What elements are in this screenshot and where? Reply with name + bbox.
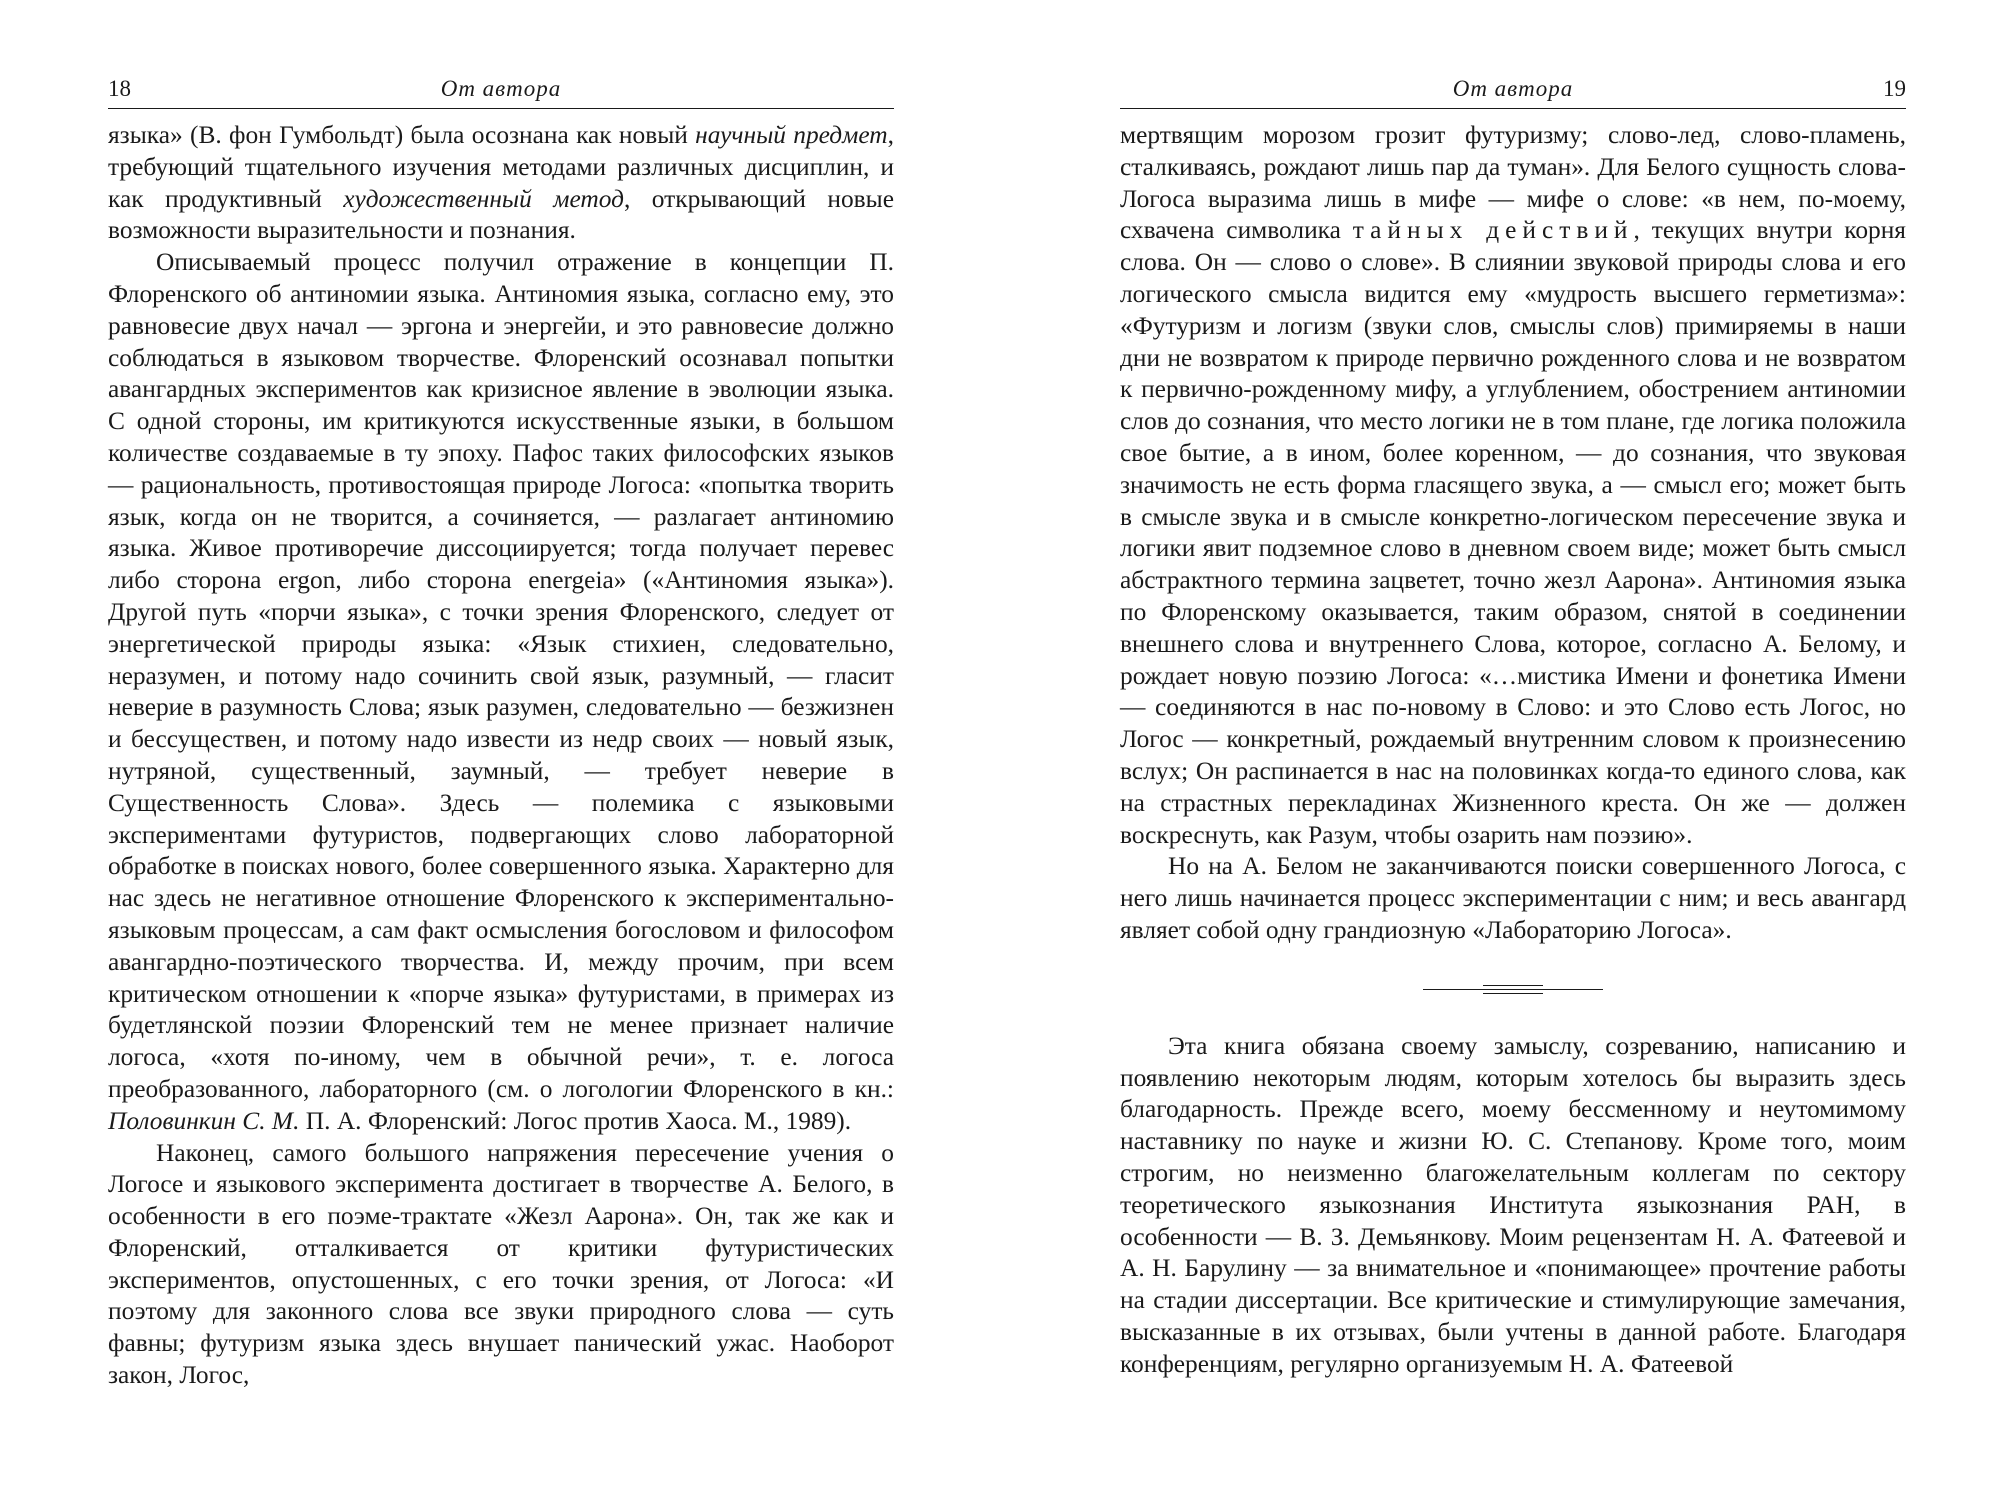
separator-line	[1483, 993, 1543, 994]
paragraph	[108, 120, 894, 247]
text-run: мертвящим морозом грозит футуризму; слово-лед, слово-пламень, сталкиваясь, рождают лишь пар да туман». Для Белого сущность слова-Логоса выразима лишь в мифе — мифе о слове: «в нем, по-моему, схвачена символика	[1120, 121, 1906, 245]
page-number: 18	[108, 76, 131, 101]
paragraph	[108, 1138, 894, 1392]
paragraph	[1120, 120, 1906, 851]
italic-text: научный предмет	[695, 121, 888, 149]
spaced-text: тайных действий	[1352, 216, 1634, 245]
page-header	[1120, 74, 1906, 109]
left-page	[108, 0, 894, 1500]
paragraph	[1120, 851, 1906, 946]
text-run: языка» (В. фон Гумбольдт) была осознана как новый	[108, 121, 696, 149]
text-run: Наконец, самого большого напряжения пересечение учения о Логосе и языкового эксперимента достигает в творчестве А. Белого, в особенности в его поэме-трактате «Жезл Аарона». Он, так же как и Флоренский, отталкивается от критики футуристических экспериментов, опустошенных, с его точки зрения, от Логоса: «И поэтому для законного слова все звуки природного слова — суть фавны; футуризм языка здесь внушает панический ужас. Наоборот закон, Логос,	[108, 1138, 894, 1390]
page-number: 19	[1883, 76, 1906, 101]
page-body	[1120, 120, 1906, 1380]
running-title: От автора	[1452, 76, 1574, 101]
text-run: , требующий тщательного изучения методами различных дисциплин, и как продуктивный	[108, 121, 894, 213]
section-separator	[1423, 981, 1603, 995]
italic-text: художественный метод	[343, 184, 624, 213]
italic-text: Половинкин С. М.	[108, 1106, 300, 1135]
text-run: Описываемый процесс получил отражение в концепции П. Флоренского об антиномии языка. Антиномия языка, согласно ему, это равновесие двух начал — эргона и энергейи, и это равновесие должно соблюдаться в языковом творчестве. Флоренский осознавал попытки авангардных экспериментов как кризисное явление в эволюции языка. С одной стороны, им критикуются искусственные языки, в большом количестве создаваемые в ту эпоху. Пафос таких философских языков — рациональность, противостоящая природе Логоса: «попытка творить язык, когда он не творится, а сочиняется, — разлагает антиномию языка. Живое противоречие диссоциируется; тогда получает перевес либо сторона ergon, либо сторона energeia» («Антиномия языка»). Другой путь «порчи языка», с точки зрения Флоренского, следует от энергетической природы языка: «Язык стихиен, следовательно, неразумен, и потому надо сочинить свой язык, разумный, — гласит неверие в разумность Слова; язык разумен, следовательно — безжизнен и бессуществен, и потому надо извести из недр своих — новый язык, нутряной, существенный, заумный, — требует неверие в Существенность Слова». Здесь — полемика с языковыми экспериментами футуристов, подвергающих слово лабораторной обработке в поисках нового, более совершенного языка. Характерно для нас здесь не негативное отношение Флоренского к экспериментально-языковым процессам, а сам факт осмысления богословом и философом авангардно-поэтического творчества. И, между прочим, при всем критическом отношении к «порче языка» футуристами, в примерах из будетлянской поэзии Флоренский тем не менее признает наличие логоса, «хотя по-иному, чем в обычной речи», т. е. логоса преобразованного, лабораторного (см. о логологии Флоренского в кн.:	[108, 248, 894, 1103]
paragraph	[108, 247, 894, 1137]
separator-line	[1423, 989, 1603, 990]
text-run: , текущих внутри корня слова. Он — слово о слове». В слиянии звуковой природы слова и его логического смысла видится ему «мудрость высшего герметизма»: «Футуризм и логизм (звуки слов, смыслы слов) примиряемы в наши дни не возвратом к природе первично рожденного слова и не возвратом к первично-рожденному мифу, а углублением, обострением антиномии слов до сознания, что место логики не в том плане, где логика положила свое бытие, а в ином, более коренном, — до сознания, что звуковая значимость не есть форма гласящего звука, а — смысл его; может быть в смысле звука и в смысле конкретно-логическом пересечение звука и логики явит подземное слово в дневном своем виде; может быть смысл абстрактного термина зацветет, точно жезл Аарона». Антиномия языка по Флоренскому оказывается, таким образом, снятой в соединении внешнего слова и внутреннего Слова, которое, согласно А. Белому, и рождает новую поэзию Логоса: «…мистика Имени и фонетика Имени — соединяются в нас по-новому в Слово: и это Слово есть Логос, но Логос — конкретный, рождаемый внутренним словом к произнесению вслух; Он распинается в нас на половинках когда-то единого слова, как на страстных перекладинах Жизненного креста. Он же — должен воскреснуть, как Разум, чтобы озарить нам поэзию».	[1120, 216, 1906, 849]
page-header	[108, 74, 894, 109]
separator-line	[1483, 985, 1543, 986]
running-title: От автора	[440, 76, 562, 101]
text-run: П. А. Флоренский: Логос против Хаоса. М., 1989).	[299, 1106, 852, 1135]
right-page	[1120, 0, 1906, 1500]
page-body	[108, 120, 894, 1392]
text-run: , открывающий новые возможности выразительности и познания.	[108, 184, 894, 245]
text-run: Эта книга обязана своему замыслу, созреванию, написанию и появлению некоторым людям, которым хотелось бы выразить здесь благодарность. Прежде всего, моему бессменному и неутомимому наставнику по науке и жизни Ю. С. Степанову. Кроме того, моим строгим, но неизменно благожелательным коллегам по сектору теоретического языкознания Института языкознания РАН, в особенности — В. З. Демьянкову. Моим рецензентам Н. А. Фатеевой и А. Н. Барулину — за внимательное и «понимающее» прочтение работы на стадии диссертации. Все критические и стимулирующие замечания, высказанные в их отзывах, были учтены в данной работе. Благодаря конференциям, регулярно организуемым Н. А. Фатеевой	[1120, 1031, 1906, 1378]
text-run: Но на А. Белом не заканчиваются поиски совершенного Логоса, с него лишь начинается процесс экспериментации с ним; и весь авангард являет собой одну грандиозную «Лабораторию Логоса».	[1120, 852, 1906, 944]
paragraph	[1120, 1031, 1906, 1381]
